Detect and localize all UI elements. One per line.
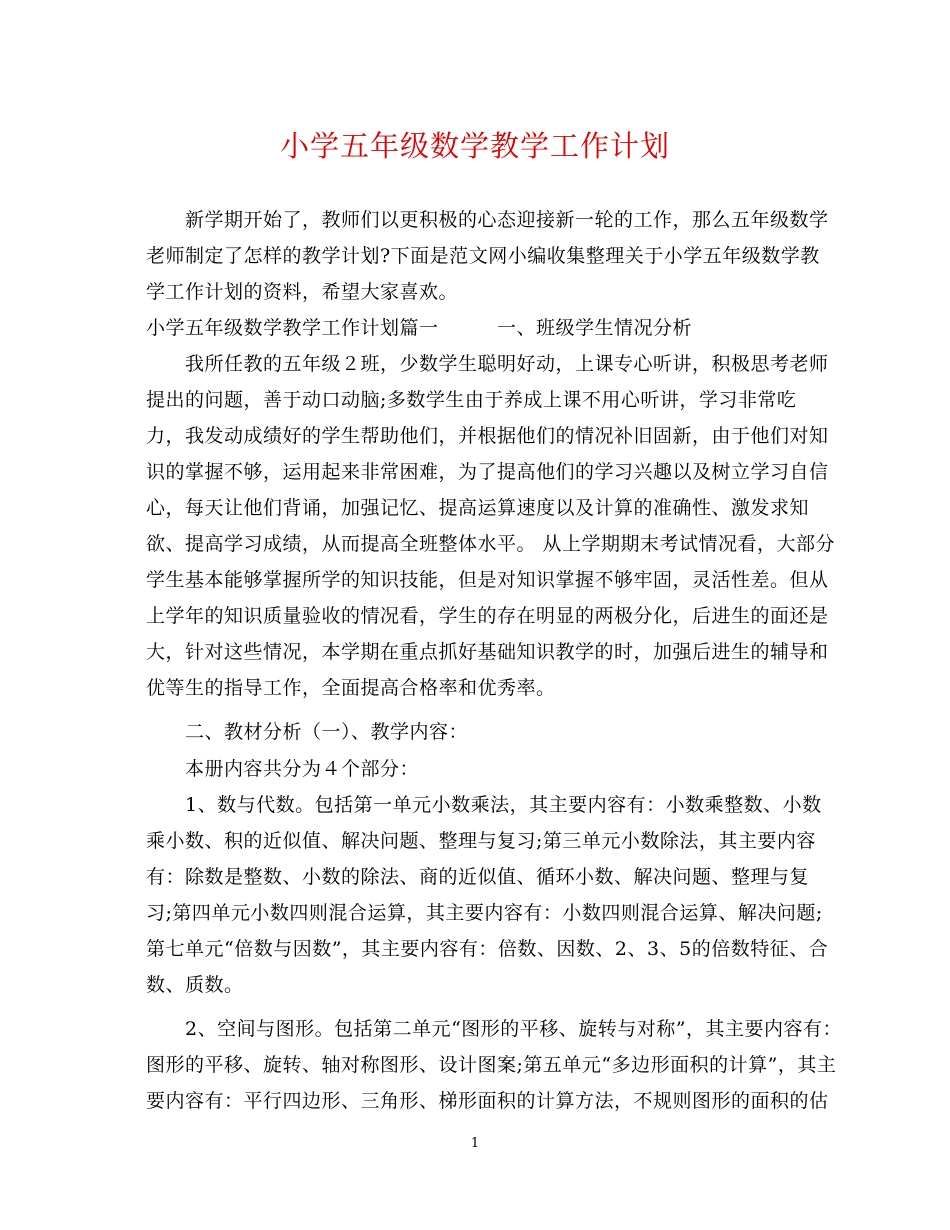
section-heading-line: 小学五年级数学教学工作计划篇一 一、班级学生情况分析 [146,317,693,339]
text-line: 大，针对这些情况，本学期在重点抓好基础知识教学的时，加强后进生的辅导和 [146,641,829,663]
text-line: 习;第四单元小数四则混合运算，其主要内容有：小数四则混合运算、解决问题; [146,902,823,924]
text-line: 提出的问题，善于动口动脑;多数学生由于养成上课不用心听讲，学习非常吃 [146,389,797,411]
section-heading-line: 二、教材分析（一）、教学内容： [146,721,469,743]
text-line: 上学年的知识质量验收的情况看，学生的存在明显的两极分化，后进生的面还是 [146,605,829,627]
text-line: 老师制定了怎样的教学计划?下面是范文网小编收集整理关于小学五年级数学教 [146,245,820,267]
text-line: 学生基本能够掌握所学的知识技能，但是对知识掌握不够牢固，灵活性差。但从 [146,569,829,591]
text-line: 有：除数是整数、小数的除法、商的近似值、循环小数、解决问题、整理与复 [146,866,810,888]
text-line: 我所任教的五年级２班，少数学生聪明好动，上课专心听讲，积极思考老师 [146,353,829,375]
text-line: 识的掌握不够，运用起来非常困难，为了提高他们的学习兴趣以及树立学习自信 [146,461,829,483]
text-line: 数、质数。 [146,974,244,996]
text-line: 优等生的指导工作，全面提高合格率和优秀率。 [146,677,556,699]
text-line: 要内容有：平行四边形、三角形、梯形面积的计算方法，不规则图形的面积的估 [146,1090,829,1112]
text-line: 欲、提高学习成绩，从而提高全班整体水平。 从上学期期末考试情况看，大部分 [146,533,836,555]
text-line: 乘小数、积的近似值、解决问题、整理与复习;第三单元小数除法，其主要内容 [146,830,816,852]
text-line: 2、空间与图形。包括第二单元“图形的平移、旋转与对称”，其主要内容有： [146,1018,843,1040]
text-line: 图形的平移、旋转、轴对称图形、设计图案;第五单元“多边形面积的计算”，其主 [146,1054,837,1076]
text-line: 新学期开始了，教师们以更积极的心态迎接新一轮的工作，那么五年级数学 [146,209,829,231]
text-line: 第七单元“倍数与因数”，其主要内容有：倍数、因数、2、3、5的倍数特征、合 [146,938,829,960]
text-line: 1、数与代数。包括第一单元小数乘法，其主要内容有：小数乘整数、小数 [146,794,822,816]
text-line: 本册内容共分为４个部分： [146,758,420,780]
page-number: 1 [470,1136,480,1151]
document-title: 小学五年级数学教学工作计划 [279,129,670,163]
text-line: 学工作计划的资料，希望大家喜欢。 [146,281,459,303]
text-line: 心，每天让他们背诵，加强记忆、提高运算速度以及计算的准确性、激发求知 [146,497,810,519]
text-line: 力，我发动成绩好的学生帮助他们，并根据他们的情况补旧固新，由于他们对知 [146,425,829,447]
